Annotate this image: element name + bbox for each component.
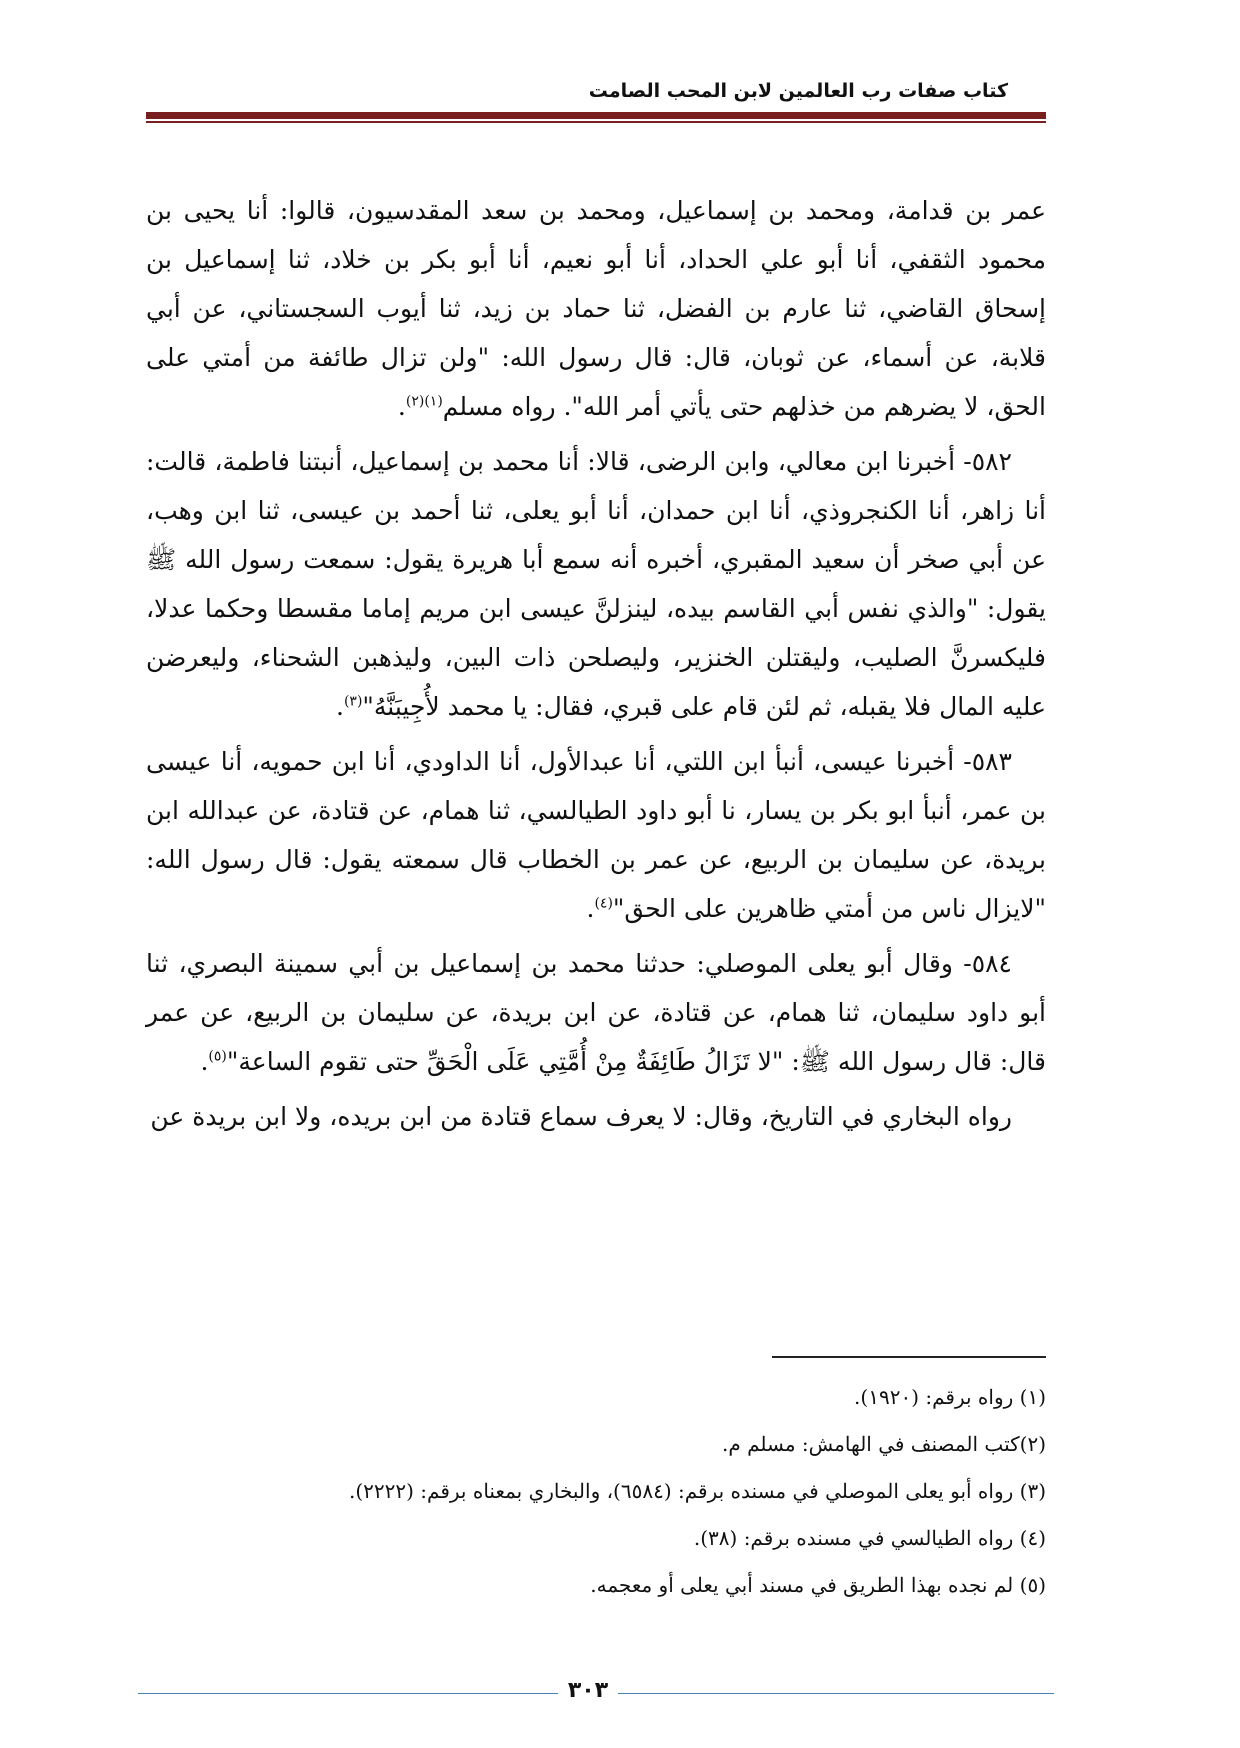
page-number-rule-left — [138, 1693, 558, 1694]
hadith-583 — [146, 737, 1046, 933]
paragraph-continuation — [146, 186, 1046, 431]
footnote-5: (٥) لم نجده بهذا الطريق في مسند أبي يعلى أو معجمه. — [590, 1573, 1046, 1597]
paragraph-text: ٥٨٤- وقال أبو يعلى الموصلي: حدثنا محمد بن إسماعيل بن أبي سمينة البصري، ثنا أبو داود سليمان، ثنا همام، عن قتادة، عن ابن بريدة، عن سليمان بن الربيع، عن عمر قال: قال رسول الله ﷺ: "لا تَزَالُ طَائِفَةٌ مِنْ أُمَّتِي عَلَى الْحَقِّ حتى تقوم الساعة" — [146, 949, 1046, 1076]
footnote-ref: (١)(٢) — [405, 393, 443, 410]
paragraph-text: ٥٨٣- أخبرنا عيسى، أنبأ ابن اللتي، أنا عبدالأول، أنا الداودي، أنا ابن حمويه، أنا عيسى بن عمر، أنبأ ابو بكر بن يسار، نا أبو داود الطيالسي، ثنا همام، عن قتادة، عن عبدالله ابن بريدة، عن سليمان بن الربيع، عن عمر بن الخطاب قال سمعته يقول: قال رسول الله: "لايزال ناس من أمتي ظاهرين على الحق" — [146, 747, 1046, 923]
hadith-582 — [146, 437, 1046, 731]
paragraph-text: ٥٨٢- أخبرنا ابن معالي، وابن الرضى، قالا: أنا محمد بن إسماعيل، أنبتنا فاطمة، قالت: أنا زاهر، أنا الكنجروذي، أنا ابن حمدان، أنا أبو يعلى، ثنا أحمد بن عيسى، ثنا ابن وهب، عن أبي صخر أن سعيد المقبري، أخبره أنه سمع أبا هريرة يقول: سمعت رسول الله ﷺ يقول: "والذي نفس أبي القاسم بيده، لينزلنَّ عيسى ابن مريم إماما مقسطا وحكما عدلا، فليكسرنَّ الصليب، وليقتلن الخنزير، وليصلحن ذات البين، وليذهبن الشحناء، وليعرضن عليه المال فلا يقبله، ثم لئن قام على قبري، فقال: يا محمد لأُجِيبَنَّهُ" — [146, 447, 1046, 721]
footnote-4: (٤) رواه الطيالسي في مسنده برقم: (٣٨). — [693, 1526, 1046, 1550]
header-rule-thin — [146, 121, 1046, 123]
main-text-body — [146, 186, 1046, 1147]
footnote-ref: (٣) — [343, 693, 363, 710]
page-number: ٣٠٣ — [567, 1678, 609, 1703]
sentence-end: . — [335, 692, 344, 721]
page-number-rule-right — [618, 1693, 1054, 1694]
footnote-ref: (٥) — [208, 1048, 227, 1065]
footnote-separator — [772, 1356, 1046, 1358]
running-header-title: كتاب صفات رب العالمين لابن المحب الصامت — [588, 80, 1008, 102]
sentence-end: . — [200, 1047, 209, 1076]
paragraph-text: عمر بن قدامة، ومحمد بن إسماعيل، ومحمد بن سعد المقدسيون، قالوا: أنا يحيى بن محمود الثقفي، أنا أبو علي الحداد، أنا أبو نعيم، أنا أبو بكر بن خلاد، ثنا إسماعيل بن إسحاق القاضي، ثنا عارم بن الفضل، ثنا حماد بن زيد، ثنا أيوب السجستاني، عن أبي قلابة، عن أسماء، عن ثوبان، قال: قال رسول الله: "ولن تزال طائفة من أمتي على الحق، لا يضرهم من خذلهم حتى يأتي أمر الله". رواه مسلم — [146, 196, 1046, 421]
sentence-end: . — [586, 894, 595, 923]
footnote-2: (٢)كتب المصنف في الهامش: مسلم م. — [721, 1432, 1046, 1456]
paragraph-bukhari: رواه البخاري في التاريخ، وقال: لا يعرف سماع قتادة من ابن بريده، ولا ابن بريدة عن — [150, 1102, 1012, 1131]
sentence-end: . — [397, 392, 406, 421]
footnote-1: (١) رواه برقم: (١٩٢٠). — [854, 1385, 1046, 1409]
header-rule-thick — [146, 112, 1046, 119]
footnote-ref: (٤) — [594, 895, 613, 912]
footnote-3: (٣) رواه أبو يعلى الموصلي في مسنده برقم: (٦٥٨٤)، والبخاري بمعناه برقم: (٢٢٢٢). — [348, 1479, 1046, 1503]
footnotes — [146, 1374, 1046, 1609]
hadith-584 — [146, 939, 1046, 1086]
